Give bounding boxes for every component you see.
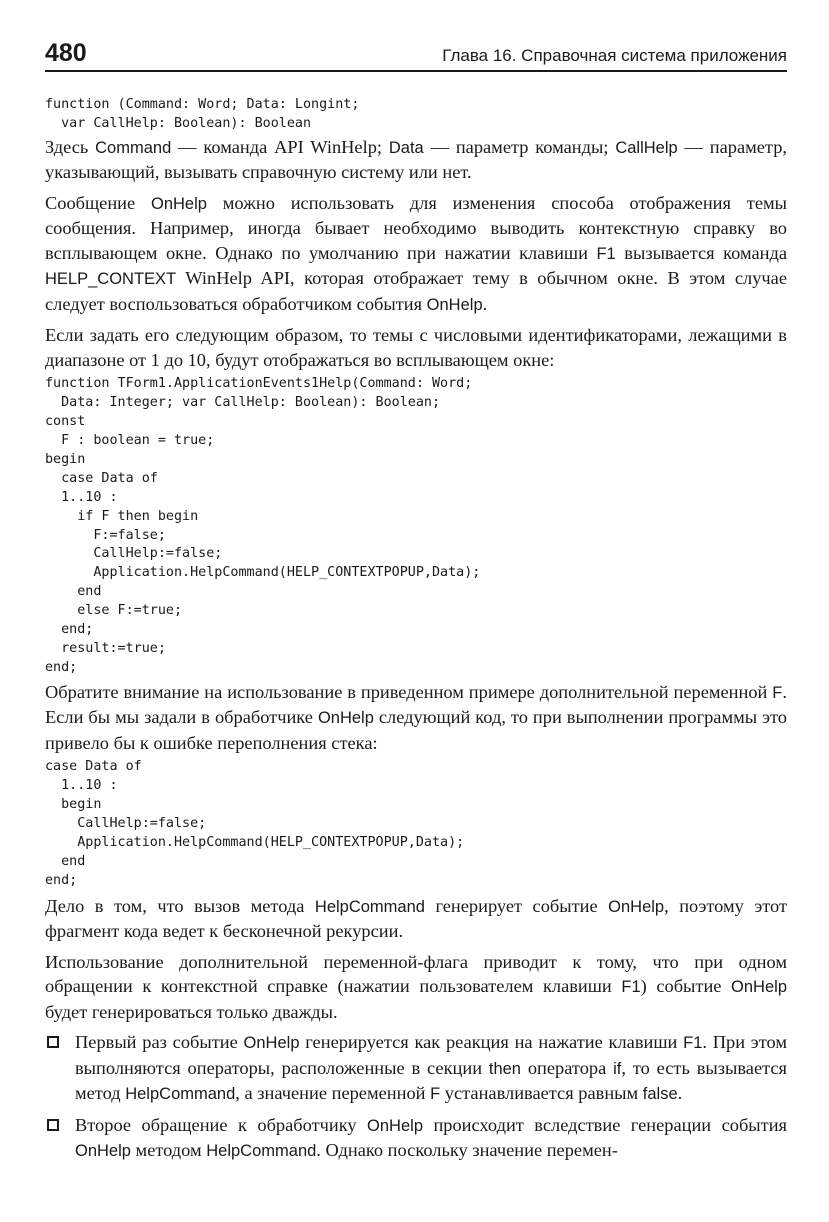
- code-block-handler: function TForm1.ApplicationEvents1Help(Command: Word; Data: Integer; var CallHelp: Boolean): Boolean; const F : boolean = true; begin case Data of 1..10 : if F then begin F:=false; CallHelp:=false; Application.HelpCommand(HELP_CONTEXTPOPUP,Data); end else F:=true; end; result:=true; end;: [45, 376, 481, 675]
- paragraph-onhelp-usage: Сообщение OnHelp можно использовать для изменения способа отображения темы сообщения. Например, иногда бывает необходимо выводить контекстную справку во всплывающем окне. Однако по умолчанию при нажатии клавиши F1 вызывается команда HELP_CONTEXT WinHelp API, которая отображает тему в обычном окне. В этом случае следует воспользоваться обработчиком события OnHelp.: [45, 192, 788, 314]
- checkbox-bullet-icon: [47, 1119, 59, 1131]
- paragraph-flag-usage: Использование дополнительной переменной-флага приводит к тому, что при одном обращении к контекстной справке (нажатии пользователем клавиши F1) событие OnHelp будет генерироваться только дважды.: [45, 951, 787, 1022]
- page-number: 480: [45, 39, 87, 67]
- list-item-second-event: Второе обращение к обработчику OnHelp происходит вследствие генерации события OnHelp методом HelpCommand. Однако поскольку значение перемен-: [45, 1113, 787, 1164]
- paragraph-recursion: Дело в том, что вызов метода HelpCommand генерирует событие OnHelp, поэтому этот фрагмент кода ведет к бесконечной рекурсии.: [45, 895, 787, 942]
- page-header: [45, 36, 787, 72]
- paragraph-command-params: Здесь Command — команда API WinHelp; Data — параметр команды; CallHelp — параметр, указывающий, вызывать справочную систему или нет.: [45, 136, 787, 183]
- code-block-signature: function (Command: Word; Data: Longint; var CallHelp: Boolean): Boolean: [45, 97, 360, 131]
- code-block-recursive: case Data of 1..10 : begin CallHelp:=false; Application.HelpCommand(HELP_CONTEXTPOPUP,Data); end end;: [45, 759, 465, 888]
- chapter-title: Глава 16. Справочная система приложения: [442, 46, 787, 65]
- paragraph-flag-note: Обратите внимание на использование в приведенном примере дополнительной переменной F. Если бы мы задали в обработчике OnHelp следующий код, то при выполнении программы это привело бы к ошибке переполнения стека:: [45, 681, 787, 753]
- book-page: [45, 36, 787, 1164]
- list-item-first-event: Первый раз событие OnHelp генерируется как реакция на нажатие клавиши F1. При этом выполняются операторы, расположенные в секции then оператора if, то есть вызывается метод HelpCommand, а значение переменной F устанавливается равным false.: [45, 1030, 787, 1107]
- checkbox-bullet-icon: [47, 1036, 59, 1048]
- paragraph-popup-intro: Если задать его следующим образом, то темы с числовыми идентификаторами, лежащими в диапазоне от 1 до 10, будут отображаться во всплывающем окне:: [45, 325, 787, 370]
